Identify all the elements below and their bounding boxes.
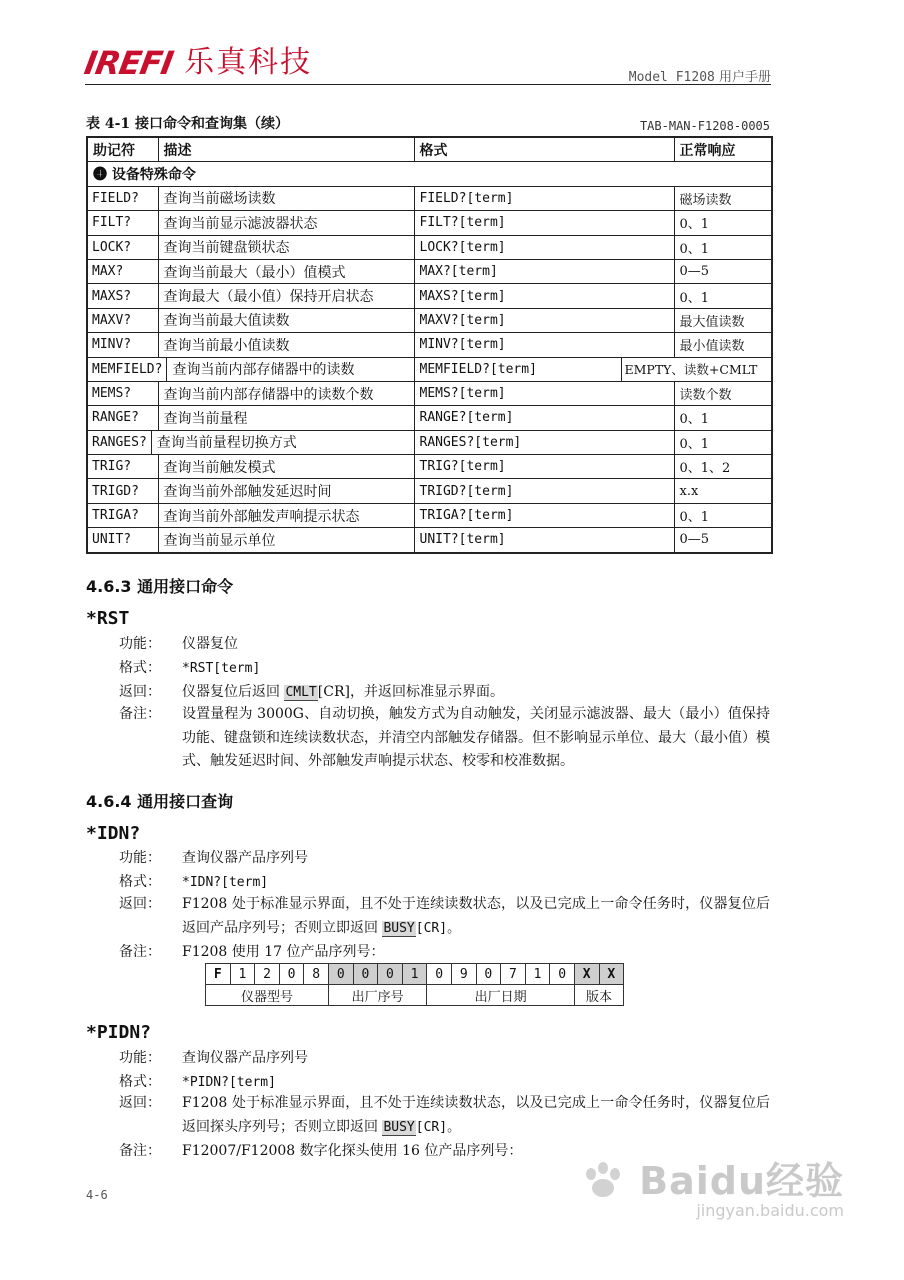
mnemonic-cell: MEMS? bbox=[87, 381, 158, 405]
format-cell: FILT?[term] bbox=[414, 211, 674, 235]
format-cell: RANGES?[term] bbox=[414, 430, 674, 454]
mnemonic-cell: MAX? bbox=[87, 259, 158, 283]
highlighted-code: CMLT bbox=[285, 685, 317, 700]
table-header-row bbox=[87, 137, 772, 162]
rst-function-line bbox=[119, 634, 238, 654]
table-row bbox=[87, 455, 772, 479]
rst-note-label: 备注： bbox=[119, 706, 161, 722]
section-row bbox=[87, 162, 772, 186]
label: 格式： bbox=[119, 660, 161, 676]
table-row bbox=[87, 381, 772, 405]
value: F1208 使用 17 位产品序列号： bbox=[182, 944, 385, 960]
format-cell: MINV?[term] bbox=[414, 333, 674, 357]
description-cell: 查询当前最大（最小）值模式 bbox=[158, 259, 414, 283]
mnemonic-cell: UNIT? bbox=[87, 528, 158, 553]
description-cell: 查询当前触发模式 bbox=[158, 455, 414, 479]
highlighted-code: BUSY bbox=[383, 920, 415, 936]
response-cell: 0、1 bbox=[674, 235, 772, 259]
mnemonic-cell: TRIG? bbox=[87, 455, 158, 479]
rst-return-line bbox=[119, 682, 504, 703]
serial-char: X bbox=[574, 964, 599, 985]
format-cell: FIELD?[term] bbox=[414, 186, 674, 210]
header-divider bbox=[85, 84, 771, 85]
format-cell: TRIG?[term] bbox=[414, 455, 674, 479]
serial-char: 0 bbox=[353, 964, 378, 985]
description-cell: 查询当前外部触发延迟时间 bbox=[158, 479, 414, 503]
mnemonic-cell: RANGE? bbox=[87, 406, 158, 430]
table-caption: 表 4-1 接口命令和查询集（续） bbox=[86, 116, 290, 132]
value: [CR]。 bbox=[415, 920, 461, 936]
table-row bbox=[87, 528, 772, 553]
response-cell: 0—5 bbox=[674, 259, 772, 283]
company-logo bbox=[81, 44, 313, 82]
command-table bbox=[86, 136, 773, 554]
watermark-brand: Baidu经验 bbox=[639, 1159, 844, 1203]
pidn-function-line bbox=[119, 1048, 308, 1068]
label: 备注： bbox=[119, 944, 161, 960]
column-header: 格式 bbox=[414, 137, 674, 162]
format-cell: LOCK?[term] bbox=[414, 235, 674, 259]
mnemonic-cell: TRIGA? bbox=[87, 503, 158, 527]
label: 返回： bbox=[119, 684, 161, 700]
pidn-return-label: 返回： bbox=[119, 1095, 161, 1111]
table-row bbox=[87, 357, 772, 381]
table-row bbox=[87, 211, 772, 235]
format-cell: RANGE?[term] bbox=[414, 406, 674, 430]
label: 备注： bbox=[119, 1143, 161, 1159]
label: 功能： bbox=[119, 1050, 161, 1066]
response-cell: 磁场读数 bbox=[674, 186, 772, 210]
serial-number-diagram bbox=[205, 963, 624, 1006]
value: *PIDN?[term] bbox=[182, 1075, 276, 1090]
response-cell: 0、1 bbox=[674, 211, 772, 235]
response-cell: 0—5 bbox=[674, 528, 772, 553]
section-heading-4-6-4: 4.6.4 通用接口查询 bbox=[86, 792, 234, 811]
value: 仪器复位 bbox=[182, 636, 238, 652]
mnemonic-cell: TRIGD? bbox=[87, 479, 158, 503]
serial-char: 0 bbox=[427, 964, 452, 985]
pidn-format-line bbox=[119, 1072, 276, 1093]
logo-mark: IREFI bbox=[81, 44, 176, 82]
mnemonic-cell: MAXS? bbox=[87, 284, 158, 308]
header-title bbox=[629, 66, 771, 85]
mnemonic-cell: FILT? bbox=[87, 211, 158, 235]
logo-company-name: 乐真科技 bbox=[184, 45, 313, 80]
value: *IDN?[term] bbox=[182, 875, 269, 890]
response-cell: x.x bbox=[674, 479, 772, 503]
model-name: Model F1208 bbox=[628, 70, 715, 85]
idn-return-text bbox=[182, 893, 770, 940]
serial-char: F bbox=[206, 964, 231, 985]
serial-char: 1 bbox=[402, 964, 427, 985]
mnemonic-cell: MINV? bbox=[87, 333, 158, 357]
command-name-idn: *IDN? bbox=[86, 823, 141, 844]
format-cell: MAXV?[term] bbox=[414, 308, 674, 332]
pidn-return-text bbox=[182, 1092, 770, 1139]
description-cell: 查询当前量程切换方式 bbox=[156, 435, 297, 452]
mnemonic-cell: MAXV? bbox=[87, 308, 158, 332]
serial-char: 1 bbox=[525, 964, 550, 985]
response-cell: 读数个数 bbox=[674, 381, 772, 405]
mnemonic-cell: FIELD? bbox=[87, 186, 158, 210]
column-header: 正常响应 bbox=[674, 137, 772, 162]
value: F1208 处于标准显示界面，且不处于连续读数状态，以及已完成上一命令任务时，仪器复位后返回产品序列号；否则立即返回 bbox=[182, 896, 770, 936]
serial-char-row bbox=[206, 964, 624, 985]
serial-char: 0 bbox=[378, 964, 403, 985]
format-cell: MAX?[term] bbox=[414, 259, 674, 283]
response-cell: 0、1 bbox=[674, 284, 772, 308]
mnemonic-cell: RANGES? bbox=[88, 431, 152, 454]
section-title: ❹ 设备特殊命令 bbox=[87, 162, 772, 186]
description-cell: 查询当前显示滤波器状态 bbox=[158, 211, 414, 235]
value: 查询仪器产品序列号 bbox=[182, 1050, 308, 1066]
response-cell: 0、1 bbox=[674, 406, 772, 430]
command-name-pidn: *PIDN? bbox=[86, 1022, 152, 1043]
description-cell: 查询当前最小值读数 bbox=[158, 333, 414, 357]
serial-char: 9 bbox=[451, 964, 476, 985]
description-cell: 查询当前显示单位 bbox=[158, 528, 414, 553]
serial-label-factory-no: 出厂序号 bbox=[328, 985, 426, 1006]
description-cell: 查询当前量程 bbox=[158, 406, 414, 430]
table-row bbox=[87, 479, 772, 503]
column-header: 助记符 bbox=[87, 137, 158, 162]
table-row bbox=[87, 284, 772, 308]
serial-char: 7 bbox=[501, 964, 526, 985]
rst-note-text: 设置量程为 3000G、自动切换，触发方式为自动触发，关闭显示滤波器、最大（最小）值保持功能、键盘锁和连续读数状态，并清空内部触发存储器。但不影响显示单位、最大（最小值）模式、触发延迟时间、外部触发声响提示状态、校零和校准数据。 bbox=[182, 706, 770, 769]
description-cell: 查询当前内部存储器中的读数个数 bbox=[158, 381, 414, 405]
value: [CR]，并返回标准显示界面。 bbox=[317, 684, 504, 700]
serial-char: 2 bbox=[255, 964, 280, 985]
label: 格式： bbox=[119, 874, 161, 890]
table-row bbox=[87, 406, 772, 430]
value: [CR]。 bbox=[415, 1119, 461, 1135]
watermark bbox=[581, 1150, 844, 1220]
serial-char: 0 bbox=[476, 964, 501, 985]
description-cell: 查询当前内部存储器中的读数 bbox=[172, 362, 355, 379]
table-row bbox=[87, 430, 772, 454]
watermark-url: jingyan.baidu.com bbox=[696, 1201, 844, 1220]
label: 格式： bbox=[119, 1074, 161, 1090]
response-cell: EMPTY、读数+CMLT bbox=[624, 362, 758, 378]
serial-char: 1 bbox=[230, 964, 255, 985]
serial-label-model: 仪器型号 bbox=[206, 985, 329, 1006]
response-cell: 0、1 bbox=[674, 503, 772, 527]
serial-label-date: 出厂日期 bbox=[427, 985, 575, 1006]
serial-label-version: 版本 bbox=[574, 985, 623, 1006]
response-cell: 最小值读数 bbox=[674, 333, 772, 357]
serial-char: X bbox=[599, 964, 624, 985]
serial-char: 8 bbox=[304, 964, 329, 985]
document-id: TAB-MAN-F1208-0005 bbox=[639, 119, 770, 133]
section-heading-4-6-3: 4.6.3 通用接口命令 bbox=[86, 577, 234, 596]
idn-format-line bbox=[119, 872, 268, 893]
label: 功能： bbox=[119, 636, 161, 652]
serial-char: 0 bbox=[279, 964, 304, 985]
value: F1208 处于标准显示界面，且不处于连续读数状态，以及已完成上一命令任务时，仪器复位后返回探头序列号；否则立即返回 bbox=[182, 1095, 770, 1135]
description-cell: 查询当前外部触发声响提示状态 bbox=[158, 503, 414, 527]
format-cell: MAXS?[term] bbox=[414, 284, 674, 308]
table-row bbox=[87, 259, 772, 283]
format-cell: TRIGD?[term] bbox=[414, 479, 674, 503]
value: *RST[term] bbox=[182, 661, 261, 676]
mnemonic-cell: LOCK? bbox=[87, 235, 158, 259]
value: 查询仪器产品序列号 bbox=[182, 850, 308, 866]
response-cell: 0、1、2 bbox=[674, 455, 772, 479]
rst-format-line bbox=[119, 658, 260, 679]
format-cell: UNIT?[term] bbox=[414, 528, 674, 553]
response-cell: 最大值读数 bbox=[674, 308, 772, 332]
description-cell: 查询当前最大值读数 bbox=[158, 308, 414, 332]
description-cell: 查询当前磁场读数 bbox=[158, 186, 414, 210]
format-cell: MEMFIELD?[term] bbox=[415, 358, 622, 381]
serial-char: 0 bbox=[550, 964, 575, 985]
description-cell: 查询当前键盘锁状态 bbox=[158, 235, 414, 259]
description-cell: 查询最大（最小值）保持开启状态 bbox=[158, 284, 414, 308]
table-row bbox=[87, 503, 772, 527]
command-name-rst: *RST bbox=[86, 608, 130, 629]
response-cell: 0、1 bbox=[674, 430, 772, 454]
manual-label: 用户手册 bbox=[718, 70, 771, 85]
page-number: 4-6 bbox=[86, 1188, 108, 1202]
value: F12007/F12008 数字化探头使用 16 位产品序列号： bbox=[182, 1143, 523, 1159]
column-header: 描述 bbox=[158, 137, 414, 162]
table-row bbox=[87, 235, 772, 259]
paw-icon bbox=[581, 1160, 625, 1200]
serial-label-row bbox=[206, 985, 624, 1006]
label: 功能： bbox=[119, 850, 161, 866]
highlighted-code: BUSY bbox=[383, 1119, 415, 1135]
idn-function-line bbox=[119, 848, 308, 868]
table-row bbox=[87, 308, 772, 332]
value: 仪器复位后返回 bbox=[182, 684, 285, 700]
mnemonic-cell: MEMFIELD? bbox=[88, 358, 167, 381]
format-cell: TRIGA?[term] bbox=[414, 503, 674, 527]
serial-char: 0 bbox=[328, 964, 353, 985]
table-row bbox=[87, 333, 772, 357]
idn-return-label: 返回： bbox=[119, 896, 161, 912]
table-row bbox=[87, 186, 772, 210]
pidn-note-line bbox=[119, 1141, 522, 1161]
idn-note-line bbox=[119, 942, 385, 962]
format-cell: MEMS?[term] bbox=[414, 381, 674, 405]
